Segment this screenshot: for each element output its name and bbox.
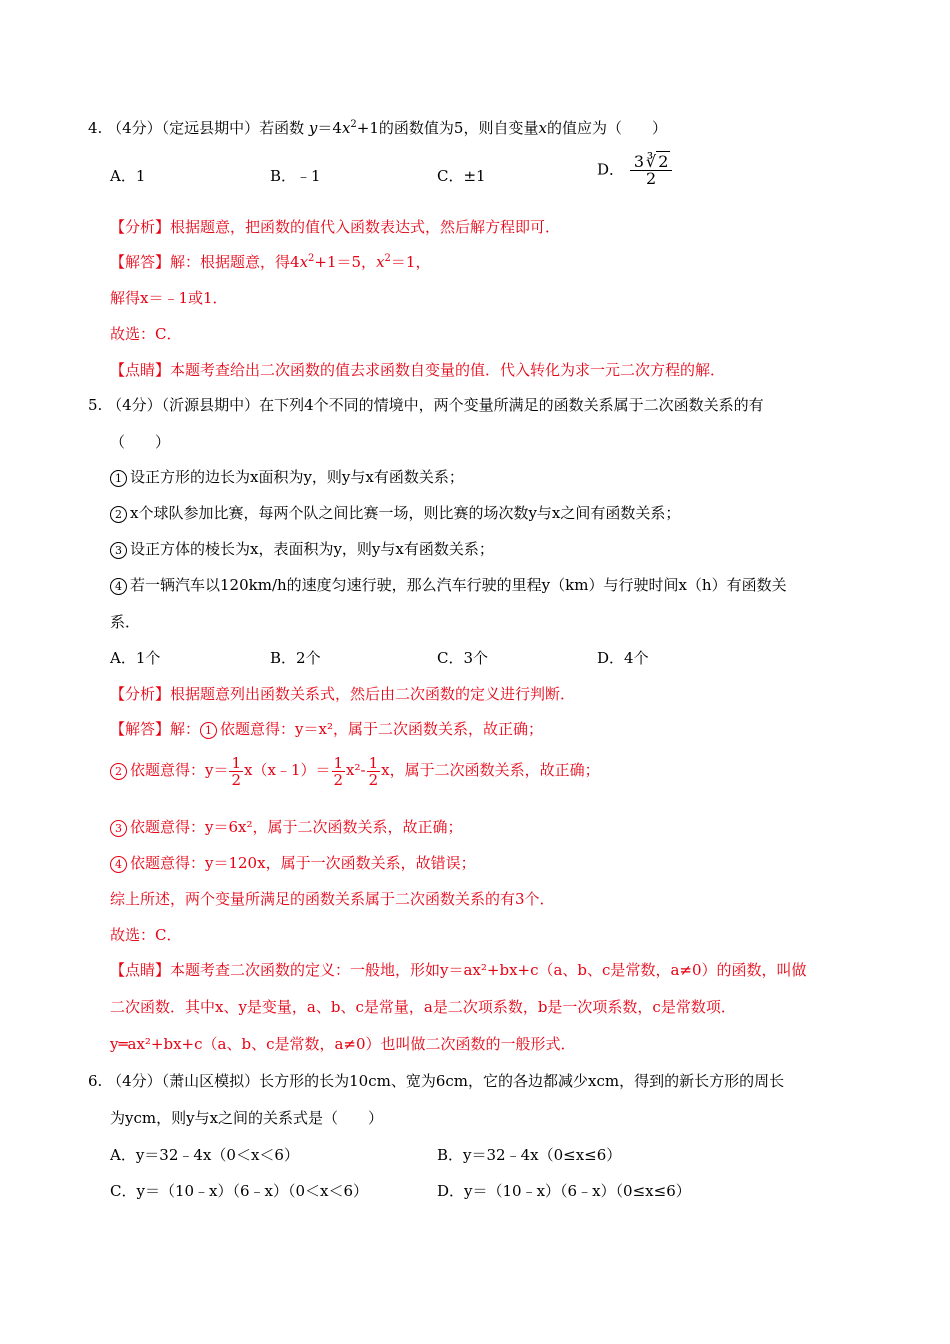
q4-solution-2: 解得x＝﹣1或1．: [110, 289, 228, 307]
q5-option-d: D．4个: [597, 649, 649, 667]
q5-solution-1: 【解答】解： 1 依题意得：y＝x²，属于二次函数关系，故正确；: [110, 720, 543, 738]
q4-option-d: D． $\frac{3 ∛ 2}{2}$: [597, 154, 673, 187]
q5-scenario-4-cont: 系．: [110, 613, 141, 631]
q5-summary: 综上所述，两个变量所满足的函数关系属于二次函数关系的有3个．: [110, 890, 555, 908]
q5-analysis: 【分析】根据题意列出函数关系式，然后由二次函数的定义进行判断．: [110, 685, 576, 703]
q4-analysis: 【分析】根据题意，把函数的值代入函数表达式，然后解方程即可．: [110, 218, 561, 236]
q4-option-d-fraction: $\frac{3 ∛ 2}{2}$: [630, 154, 673, 187]
q5-comment-3: y═ax²+bx+c（a、b、c是常数，a≠0）也叫做二次函数的一般形式．: [110, 1035, 576, 1053]
q4-option-c: C．±1: [437, 167, 486, 185]
fraction-half: $\frac{1}{2}$: [231, 753, 242, 789]
q5-option-a: A．1个: [110, 649, 161, 667]
q4-option-b: B．﹣1: [270, 167, 321, 185]
q5-comment-1: 【点睛】本题考查二次函数的定义：一般地，形如y＝ax²+bx+c（a、b、c是常数，a≠0）的函数，叫做: [110, 961, 807, 979]
q4-solution: 【解答】解：根据题意，得$4x^2+1=5$，$x^2=1$，: [110, 253, 431, 271]
q5-scenario-3: 3 设正方体的棱长为x，表面积为y，则y与x有函数关系；: [110, 539, 494, 559]
q6-stem-2: 为ycm，则y与x之间的关系式是（ ）: [110, 1109, 384, 1127]
question-6-stem: 6. （4分）（萧山区模拟）长方形的长为10cm、宽为6cm，它的各边都减少xcm，得到的新长方形的周长: [88, 1072, 785, 1090]
q5-solution-2: 2 依题意得：y＝ $\frac{1}{2}$ x（x﹣1）＝ $\frac{1}{2}$ x²- $\frac{1}{2}$ x，属于二次函数关系，故正确；: [110, 752, 600, 788]
q4-comment: 【点睛】本题考查给出二次函数的值去求函数自变量的值．代入转化为求一元二次方程的解．: [110, 361, 726, 379]
q5-scenario-4: 4 若一辆汽车以120km/h的速度匀速行驶，那么汽车行驶的里程y（km）与行驶时间x（h）有函数关: [110, 575, 787, 595]
question-4-stem: 4. （4分）（定远县期中）若函数 $y=4x^2+1$的函数值为5，则自变量x的值应为（ ）: [88, 119, 667, 137]
q5-scenario-2: 2 x个球队参加比赛，每两个队之间比赛一场，则比赛的场次数y与x之间有函数关系；: [110, 503, 680, 523]
q6-option-b: B．y＝32﹣4x（0≤x≤6）: [437, 1146, 622, 1164]
q5-comment-2: 二次函数．其中x、y是变量，a、b、c是常量，a是二次项系数，b是一次项系数，c是常数项．: [110, 998, 736, 1016]
q5-choose: 故选：C．: [110, 926, 182, 944]
q6-option-c: C．y＝（10﹣x）（6﹣x）（0＜x＜6）: [110, 1182, 369, 1200]
q6-option-a: A．y＝32﹣4x（0＜x＜6）: [110, 1146, 299, 1164]
q5-solution-4: 4 依题意得：y＝120x，属于一次函数关系，故错误；: [110, 853, 476, 873]
q4-option-a: A．1: [110, 167, 146, 185]
question-5-stem: 5. （4分）（沂源县期中）在下列4个不同的情境中，两个变量所满足的函数关系属于二次函数关系的有: [88, 396, 764, 414]
q6-option-d: D．y＝（10﹣x）（6﹣x）（0≤x≤6）: [437, 1182, 691, 1200]
q5-option-b: B．2个: [270, 649, 321, 667]
fraction-half: $\frac{1}{2}$: [368, 753, 379, 789]
q5-option-c: C．3个: [437, 649, 489, 667]
fraction-half: $\frac{1}{2}$: [333, 753, 344, 789]
q5-stem-2: （ ）: [110, 433, 171, 451]
q5-solution-3: 3 依题意得：y＝6x²，属于二次函数关系，故正确；: [110, 817, 463, 837]
q5-scenario-1: 1 设正方形的边长为x面积为y，则y与x有函数关系；: [110, 467, 464, 487]
q4-choose: 故选：C．: [110, 325, 182, 343]
